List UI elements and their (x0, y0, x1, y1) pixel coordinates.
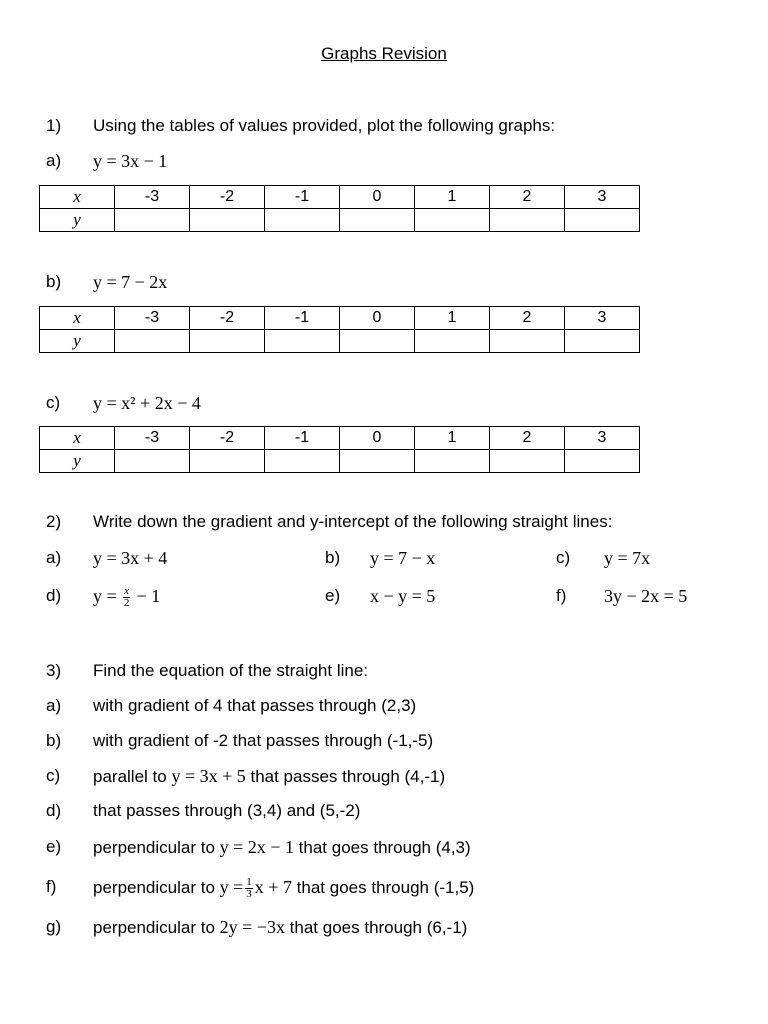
x-value: -2 (190, 427, 265, 450)
part-text: with gradient of 4 that passes through (2,3) (93, 696, 417, 715)
equation: y = 7x (604, 548, 651, 568)
text-before: perpendicular to (93, 878, 220, 897)
part-label: b) (46, 272, 62, 291)
part-label: d) (46, 801, 62, 820)
fraction-denominator: 2 (123, 597, 130, 610)
part-label: a) (46, 151, 62, 170)
x-value: 3 (565, 186, 640, 209)
y-cell (490, 209, 565, 232)
y-row (40, 330, 640, 353)
x-value: -3 (115, 427, 190, 450)
x-value: 3 (565, 307, 640, 330)
x-row (40, 427, 640, 450)
y-cell (565, 450, 640, 473)
y-cell (415, 330, 490, 353)
question-number: 2) (46, 512, 62, 531)
x-value: -2 (190, 307, 265, 330)
y-label: y (40, 330, 115, 353)
y-cell (190, 330, 265, 353)
x-value: 2 (490, 427, 565, 450)
y-label: y (40, 209, 115, 232)
equation: y = 3x − 1 (93, 151, 168, 171)
equation: y = 7 − 2x (93, 272, 168, 292)
part-text: that passes through (3,4) and (5,-2) (93, 801, 361, 820)
text-before: parallel to (93, 767, 172, 786)
y-row (40, 209, 640, 232)
y-cell (265, 330, 340, 353)
x-value: 1 (415, 427, 490, 450)
equation-rhs: − 1 (136, 586, 161, 606)
y-cell (565, 209, 640, 232)
question-number: 3) (46, 661, 62, 680)
part-label: f) (46, 877, 57, 896)
y-label: y (40, 450, 115, 473)
fraction-numerator: x (124, 585, 130, 598)
y-cell (115, 330, 190, 353)
y-cell (415, 450, 490, 473)
x-label: x (40, 427, 115, 450)
part-label: f) (556, 586, 567, 605)
equation: 3y − 2x = 5 (604, 586, 688, 606)
text-after: that goes through (-1,5) (291, 878, 475, 897)
y-cell (190, 209, 265, 232)
page-title: Graphs Revision (321, 44, 447, 63)
part-text (93, 915, 467, 940)
part-label: b) (46, 731, 62, 750)
part-label: a) (46, 548, 62, 567)
y-cell (190, 450, 265, 473)
x-value: 0 (340, 427, 415, 450)
y-cell (115, 450, 190, 473)
text-after: that goes through (6,-1) (284, 918, 468, 937)
y-cell (115, 209, 190, 232)
y-row (40, 450, 640, 473)
fraction (245, 877, 253, 900)
x-label: x (40, 307, 115, 330)
x-value: 2 (490, 307, 565, 330)
text-before: perpendicular to (93, 838, 220, 857)
equation (219, 876, 292, 901)
x-value: -1 (265, 307, 340, 330)
x-value: -2 (190, 186, 265, 209)
part-label: b) (325, 548, 341, 567)
question-text: Write down the gradient and y-intercept of the following straight lines: (93, 512, 613, 531)
equation: 2y = −3x (219, 917, 285, 937)
y-cell (490, 450, 565, 473)
x-value: 1 (415, 186, 490, 209)
question-text: Find the equation of the straight line: (93, 661, 369, 680)
equation: y = 2x − 1 (219, 837, 294, 857)
part-text (93, 875, 474, 900)
part-label: c) (46, 393, 61, 412)
part-text (93, 835, 471, 860)
x-value: 0 (340, 186, 415, 209)
values-table-a (39, 185, 640, 232)
part-text: with gradient of -2 that passes through (-1,-5) (93, 731, 434, 750)
values-table-c (39, 426, 640, 473)
y-cell (565, 330, 640, 353)
part-label: d) (46, 586, 62, 605)
x-value: -3 (115, 186, 190, 209)
part-label: e) (325, 586, 341, 605)
question-number: 1) (46, 116, 62, 135)
equation: y = x² + 2x − 4 (93, 393, 201, 413)
x-value: 2 (490, 186, 565, 209)
equation-lhs: y = (93, 586, 117, 606)
part-label: c) (556, 548, 571, 567)
equation: y = 3x + 4 (93, 548, 168, 568)
part-label: g) (46, 917, 62, 936)
equation-rhs: x + 7 (254, 877, 292, 897)
y-cell (265, 209, 340, 232)
text-after: that passes through (4,-1) (245, 767, 446, 786)
y-cell (415, 209, 490, 232)
x-value: 1 (415, 307, 490, 330)
equation: x − y = 5 (370, 586, 436, 606)
y-cell (265, 450, 340, 473)
part-label: e) (46, 837, 62, 856)
equation: y = 3x + 5 (171, 766, 246, 786)
equation-lhs: y = (219, 877, 244, 897)
y-cell (340, 450, 415, 473)
part-label: a) (46, 696, 62, 715)
y-cell (340, 330, 415, 353)
x-row (40, 186, 640, 209)
fraction (123, 586, 130, 609)
equation: y = 7 − x (370, 548, 436, 568)
x-row (40, 307, 640, 330)
text-before: perpendicular to (93, 918, 220, 937)
x-value: -3 (115, 307, 190, 330)
x-label: x (40, 186, 115, 209)
part-text (93, 764, 445, 789)
text-after: that goes through (4,3) (293, 838, 471, 857)
fraction-numerator: 1 (246, 876, 252, 889)
y-cell (490, 330, 565, 353)
fraction-denominator: 3 (246, 888, 252, 901)
values-table-b (39, 306, 640, 353)
x-value: 3 (565, 427, 640, 450)
equation (93, 584, 160, 609)
question-text: Using the tables of values provided, plot the following graphs: (93, 116, 556, 135)
x-value: -1 (265, 427, 340, 450)
part-label: c) (46, 766, 61, 785)
y-cell (340, 209, 415, 232)
x-value: 0 (340, 307, 415, 330)
x-value: -1 (265, 186, 340, 209)
